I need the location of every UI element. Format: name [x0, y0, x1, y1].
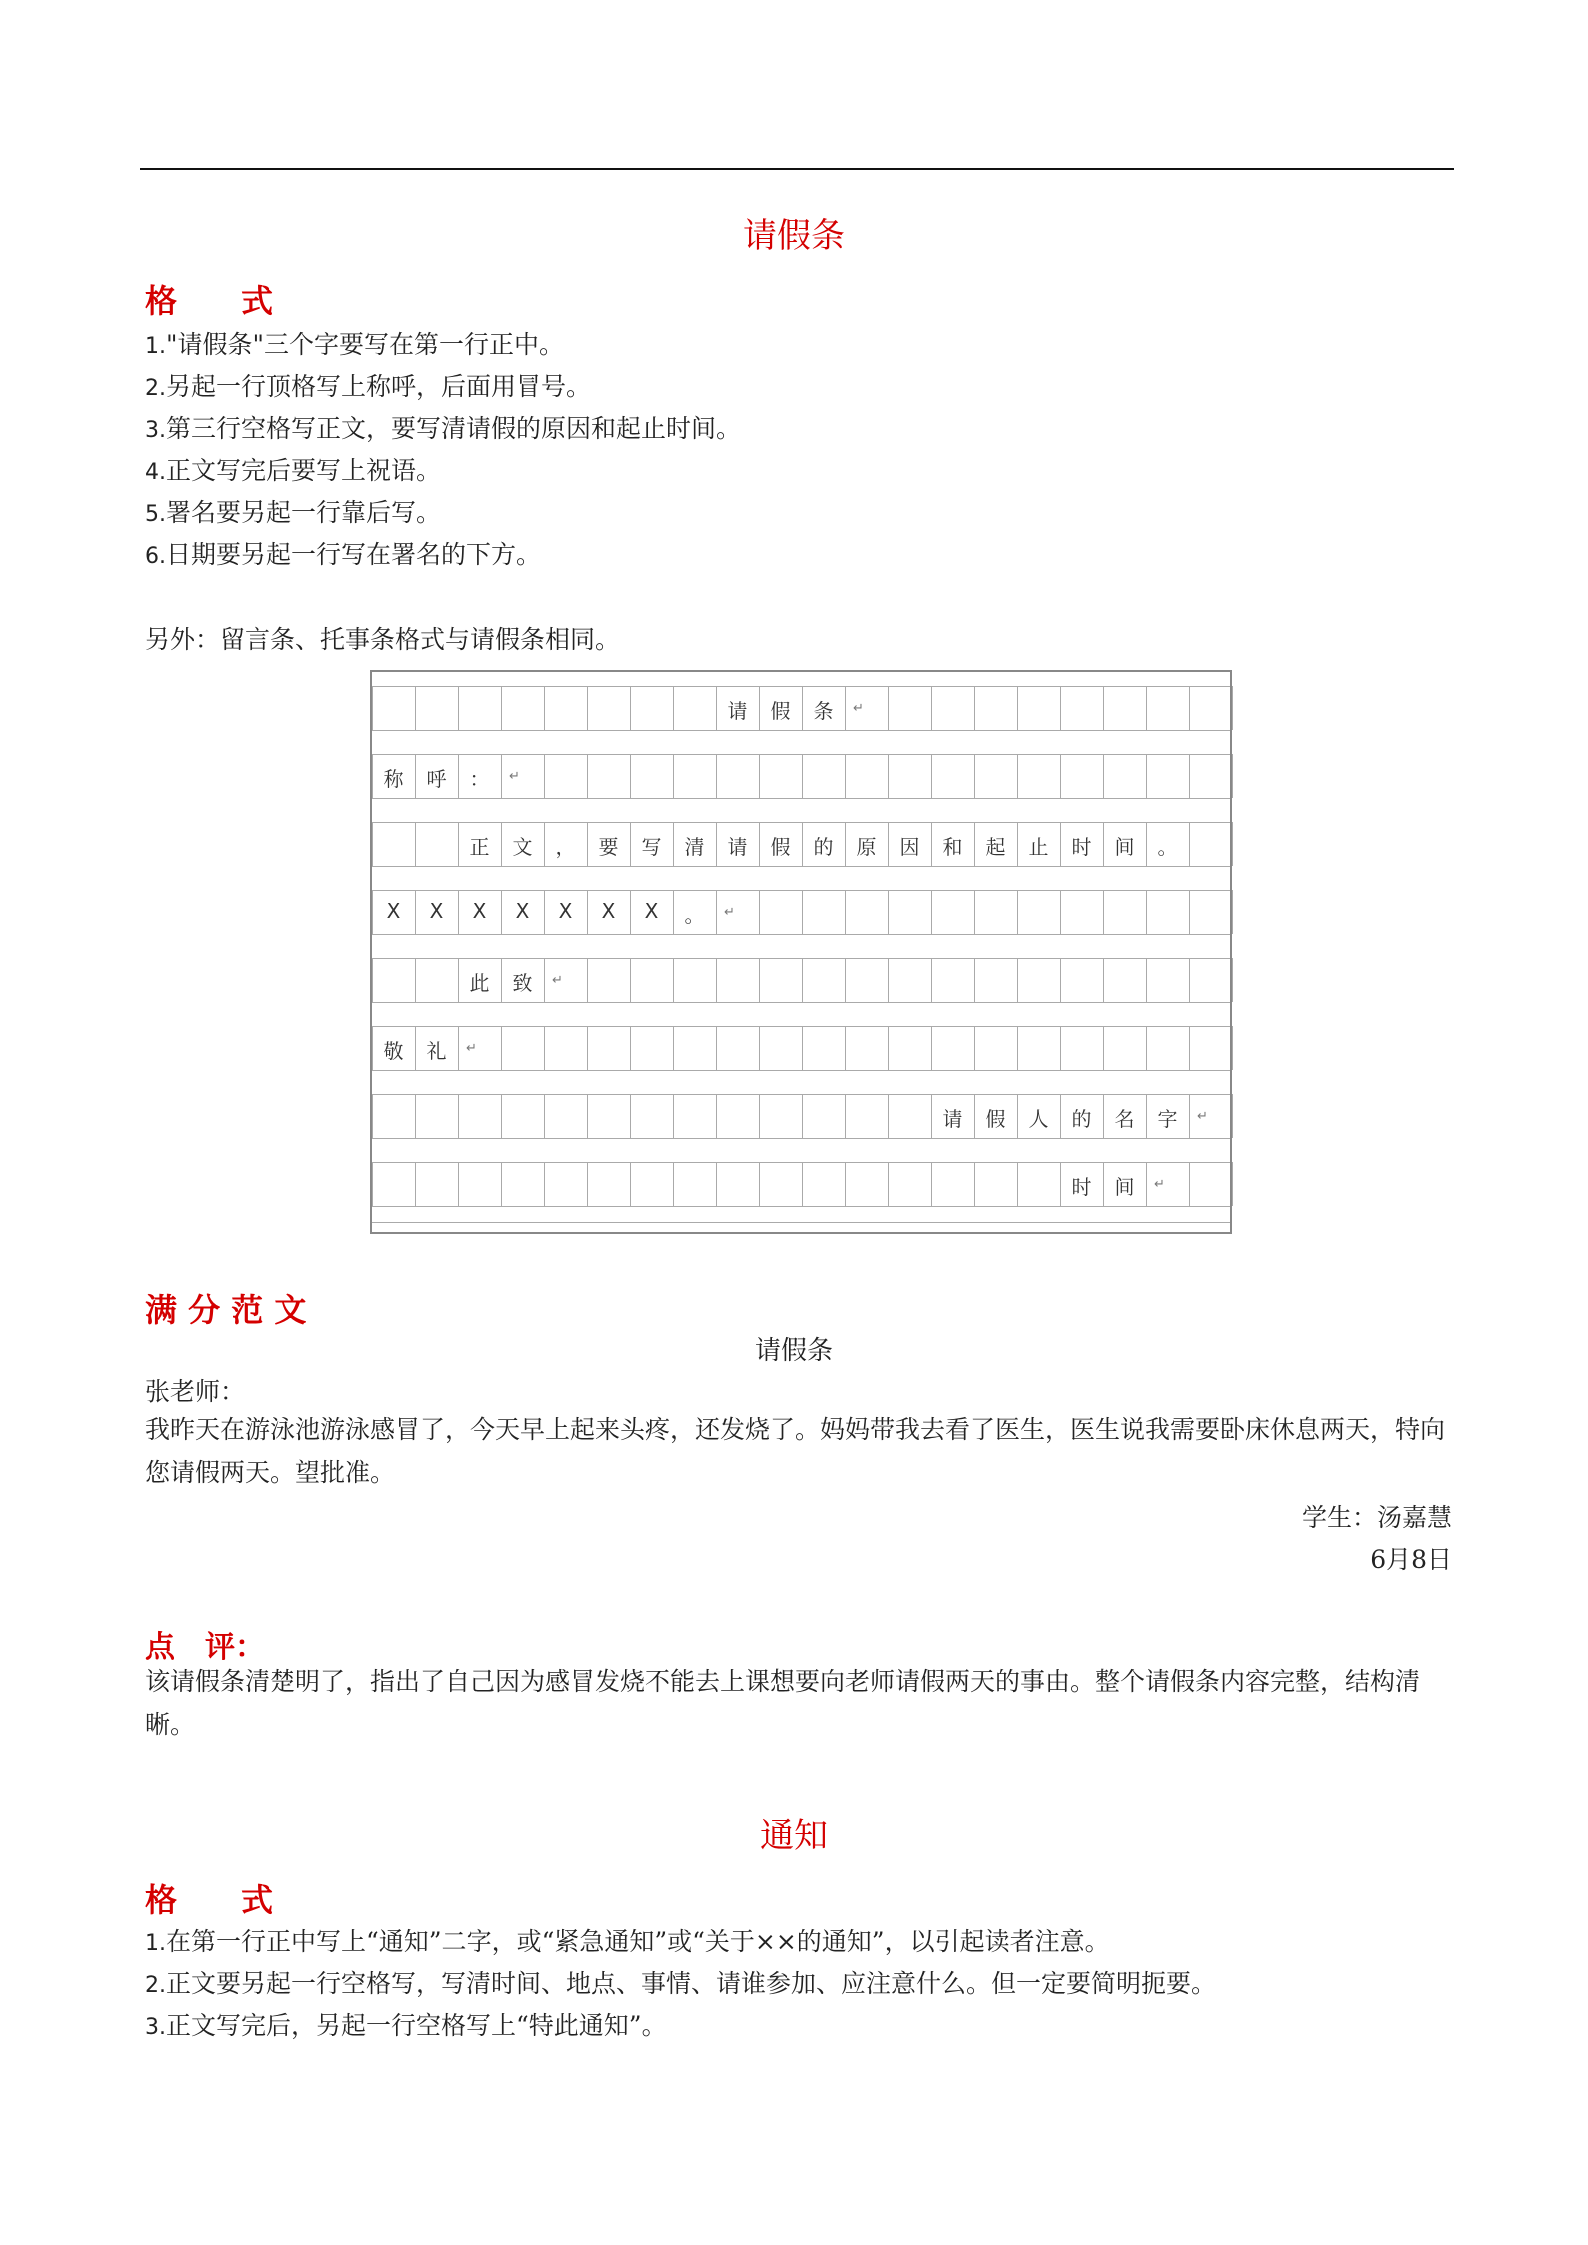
grid-line [974, 1162, 975, 1206]
leave-format-item: 1."请假条"三个字要写在第一行正中。 [145, 330, 564, 359]
grid-line [888, 958, 889, 1002]
sample-title: 请假条 [754, 1336, 833, 1366]
grid-character: 敬 [383, 1039, 404, 1063]
grid-character: 人 [1028, 1107, 1049, 1131]
grid-line [1232, 1162, 1233, 1206]
grid-line [1103, 890, 1104, 934]
grid-line [587, 1162, 588, 1206]
grid-line [759, 890, 760, 934]
grid-line [1060, 754, 1061, 798]
grid-line [1232, 1026, 1233, 1070]
grid-line [888, 1094, 889, 1138]
grid-line [931, 1162, 932, 1206]
grid-line [544, 754, 545, 798]
grid-line [372, 1206, 1230, 1207]
grid-line [931, 1026, 932, 1070]
grid-line [759, 1162, 760, 1206]
grid-character: X [386, 899, 401, 923]
grid-line [845, 1162, 846, 1206]
grid-character: X [601, 899, 616, 923]
grid-line [1189, 1094, 1190, 1138]
grid-line [630, 686, 631, 730]
grid-line [544, 1162, 545, 1206]
grid-character: 文 [512, 835, 533, 859]
grid-line [544, 1094, 545, 1138]
grid-line [1189, 686, 1190, 730]
grid-line [415, 686, 416, 730]
grid-line [759, 1026, 760, 1070]
grid-line [458, 1026, 459, 1070]
grid-line [1017, 754, 1018, 798]
grid-line [1146, 1162, 1147, 1206]
grid-line [587, 754, 588, 798]
grid-character: 原 [856, 835, 877, 859]
grid-line [587, 958, 588, 1002]
grid-line [1017, 958, 1018, 1002]
grid-line [630, 1094, 631, 1138]
grid-line [1232, 890, 1233, 934]
grid-line [802, 958, 803, 1002]
grid-line [1103, 958, 1104, 1002]
grid-line [372, 1162, 373, 1206]
grid-line [802, 1162, 803, 1206]
grid-character: 字 [1157, 1107, 1178, 1131]
leave-format-item: 4.正文写完后要写上祝语。 [145, 456, 442, 485]
grid-line [716, 1162, 717, 1206]
grid-line [1146, 890, 1147, 934]
review-heading: 点 评： [145, 1630, 265, 1665]
grid-line [673, 686, 674, 730]
review-text: 该请假条清楚明了，指出了自己因为感冒发烧不能去上课想要向老师请假两天的事由。整个请假条内容完整，结构清晰。 [145, 1667, 1421, 1739]
grid-line [372, 958, 373, 1002]
leave-note-title: 请假条 [743, 216, 845, 256]
grid-line [630, 1026, 631, 1070]
grid-line [974, 754, 975, 798]
grid-line [415, 958, 416, 1002]
grid-line [1189, 754, 1190, 798]
grid-character: 正 [469, 835, 490, 859]
grid-character: 致 [512, 971, 533, 995]
grid-line [1189, 890, 1190, 934]
grid-line [1146, 1026, 1147, 1070]
grid-line [587, 686, 588, 730]
grid-character: 和 [942, 835, 963, 859]
grid-line [1103, 686, 1104, 730]
grid-line [1103, 754, 1104, 798]
grid-line [1189, 958, 1190, 1002]
grid-line [974, 686, 975, 730]
grid-line [372, 1222, 1230, 1223]
sample-body: 我昨天在游泳池游泳感冒了，今天早上起来头疼，还发烧了。妈妈带我去看了医生，医生说我需要卧床休息两天，特向您请假两天。望批准。 [145, 1415, 1446, 1487]
sample-date: 6月8日 [1370, 1545, 1452, 1574]
grid-character: 呼 [426, 767, 447, 791]
grid-character: 请 [727, 835, 748, 859]
notice-format-item: 1.在第一行正中写上“通知”二字，或“紧急通知”或“关于××的通知”，以引起读者注意。 [145, 1927, 1110, 1956]
grid-line [888, 890, 889, 934]
grid-character: 间 [1114, 1175, 1135, 1199]
grid-character: 的 [1071, 1107, 1092, 1131]
grid-character: 起 [985, 835, 1006, 859]
grid-line [716, 754, 717, 798]
grid-line [1017, 1162, 1018, 1206]
grid-character: 时 [1071, 1175, 1092, 1199]
leave-format-item: 2.另起一行顶格写上称呼，后面用冒号。 [145, 372, 592, 401]
grid-line [1189, 822, 1190, 866]
grid-line [501, 1026, 502, 1070]
grid-character: X [644, 899, 659, 923]
return-mark: ↵ [509, 769, 520, 784]
grid-character: 写 [641, 835, 662, 859]
grid-line [415, 1162, 416, 1206]
grid-character: 。 [1157, 835, 1178, 859]
grid-line [372, 1138, 1230, 1139]
grid-line [1146, 686, 1147, 730]
grid-line [544, 686, 545, 730]
grid-line [802, 890, 803, 934]
grid-character: 时 [1071, 835, 1092, 859]
grid-line [673, 1162, 674, 1206]
grid-line [1017, 890, 1018, 934]
grid-line [931, 686, 932, 730]
grid-line [716, 958, 717, 1002]
grid-character: 。 [684, 903, 705, 927]
grid-line [1060, 890, 1061, 934]
grid-line [974, 958, 975, 1002]
grid-line [1232, 754, 1233, 798]
grid-line [888, 1026, 889, 1070]
grid-character: 间 [1114, 835, 1135, 859]
grid-character: ， [555, 835, 576, 859]
grid-character: X [558, 899, 573, 923]
grid-line [415, 822, 416, 866]
grid-line [587, 1026, 588, 1070]
sample-salutation: 张老师： [145, 1377, 246, 1406]
grid-line [587, 1094, 588, 1138]
grid-line [1232, 686, 1233, 730]
grid-line [716, 890, 717, 934]
grid-character: 请 [942, 1107, 963, 1131]
leave-format-item: 3.第三行空格写正文，要写清请假的原因和起止时间。 [145, 414, 742, 443]
grid-line [888, 754, 889, 798]
grid-line [501, 754, 502, 798]
grid-line [673, 754, 674, 798]
grid-character: 礼 [426, 1039, 447, 1063]
return-mark: ↵ [724, 905, 735, 920]
grid-line [931, 754, 932, 798]
grid-line [630, 754, 631, 798]
grid-line [1232, 822, 1233, 866]
grid-line [372, 686, 373, 730]
leave-note-grid-image [370, 670, 1232, 1234]
notice-format-item: 3.正文写完后，另起一行空格写上“特此通知”。 [145, 2011, 667, 2040]
grid-character: ： [469, 767, 490, 791]
grid-character: 的 [813, 835, 834, 859]
grid-line [759, 958, 760, 1002]
grid-line [372, 730, 1230, 731]
grid-line [845, 754, 846, 798]
grid-line [372, 1094, 373, 1138]
grid-line [1146, 958, 1147, 1002]
grid-line [372, 866, 1230, 867]
grid-line [716, 1026, 717, 1070]
grid-line [716, 1094, 717, 1138]
grid-line [1232, 1094, 1233, 1138]
grid-line [845, 686, 846, 730]
grid-line [974, 1026, 975, 1070]
grid-line [501, 686, 502, 730]
grid-line [458, 1094, 459, 1138]
grid-line [630, 958, 631, 1002]
grid-line [673, 958, 674, 1002]
notice-format-heading: 格 式 [145, 1881, 274, 1919]
top-rule [140, 168, 1454, 170]
grid-line [1017, 686, 1018, 730]
leave-format-item: 5.署名要另起一行靠后写。 [145, 498, 442, 527]
grid-line [1060, 1026, 1061, 1070]
grid-character: 名 [1114, 1107, 1135, 1131]
grid-line [544, 1026, 545, 1070]
notice-title: 通知 [760, 1816, 828, 1856]
grid-line [802, 1026, 803, 1070]
grid-character: X [429, 899, 444, 923]
leave-format-item: 6.日期要另起一行写在署名的下方。 [145, 540, 542, 569]
grid-line [630, 1162, 631, 1206]
grid-line [1017, 1026, 1018, 1070]
grid-character: 止 [1028, 835, 1049, 859]
grid-character: 因 [899, 835, 920, 859]
grid-line [1232, 958, 1233, 1002]
leave-format-heading: 格 式 [145, 282, 274, 320]
grid-character: 条 [813, 699, 834, 723]
grid-line [888, 686, 889, 730]
grid-line [1103, 1026, 1104, 1070]
sample-signature: 学生：汤嘉慧 [1301, 1503, 1452, 1532]
grid-line [501, 1162, 502, 1206]
return-mark: ↵ [1197, 1109, 1208, 1124]
grid-line [501, 1094, 502, 1138]
grid-line [931, 958, 932, 1002]
grid-line [845, 1026, 846, 1070]
grid-line [458, 686, 459, 730]
grid-character: 称 [383, 767, 404, 791]
grid-character: 此 [469, 971, 490, 995]
grid-line [759, 1094, 760, 1138]
grid-line [974, 890, 975, 934]
grid-line [673, 1094, 674, 1138]
grid-character: 清 [684, 835, 705, 859]
return-mark: ↵ [1154, 1177, 1165, 1192]
grid-line [415, 1094, 416, 1138]
return-mark: ↵ [853, 701, 864, 716]
grid-line [1060, 958, 1061, 1002]
grid-line [759, 754, 760, 798]
grid-line [802, 754, 803, 798]
grid-line [845, 890, 846, 934]
extra-note: 另外：留言条、托事条格式与请假条相同。 [145, 625, 621, 654]
grid-line [372, 822, 373, 866]
grid-character: 要 [598, 835, 619, 859]
grid-line [544, 958, 545, 1002]
notice-format-item: 2.正文要另起一行空格写，写清时间、地点、事情、请谁参加、应注意什么。但一定要简明扼要。 [145, 1969, 1217, 1998]
return-mark: ↵ [466, 1041, 477, 1056]
grid-line [673, 1026, 674, 1070]
grid-line [372, 1002, 1230, 1003]
grid-character: 假 [985, 1107, 1006, 1131]
grid-character: 假 [770, 699, 791, 723]
grid-character: 请 [727, 699, 748, 723]
grid-line [372, 1070, 1230, 1071]
grid-character: X [472, 899, 487, 923]
grid-line [931, 890, 932, 934]
grid-line [845, 1094, 846, 1138]
grid-line [888, 1162, 889, 1206]
grid-line [372, 934, 1230, 935]
sample-heading: 满 分 范 文 [145, 1291, 307, 1329]
grid-line [845, 958, 846, 1002]
grid-line [1060, 686, 1061, 730]
grid-character: 假 [770, 835, 791, 859]
grid-character: X [515, 899, 530, 923]
grid-line [1189, 1162, 1190, 1206]
grid-line [1189, 1026, 1190, 1070]
return-mark: ↵ [552, 973, 563, 988]
grid-line [458, 1162, 459, 1206]
grid-line [372, 798, 1230, 799]
grid-line [1146, 754, 1147, 798]
grid-line [802, 1094, 803, 1138]
